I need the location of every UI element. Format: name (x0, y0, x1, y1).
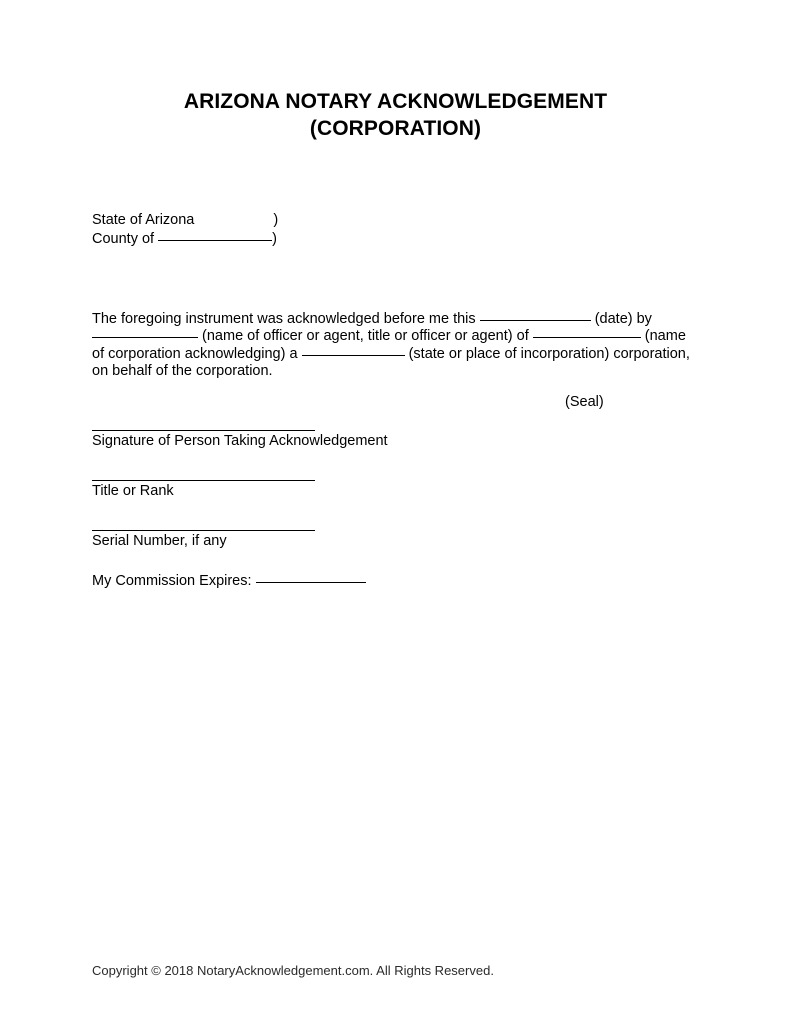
title-or-rank-label: Title or Rank (92, 483, 174, 500)
serial-number-label: Serial Number, if any (92, 532, 227, 549)
copyright-footer: Copyright © 2018 NotaryAcknowledgement.com. All Rights Reserved. (92, 963, 494, 978)
commission-expires-label: My Commission Expires: (92, 573, 256, 590)
acknowledgement-paragraph (92, 311, 692, 381)
body-segment-3: (name of officer or agent, title or officer or agent) of (198, 328, 533, 345)
officer-name-blank-field[interactable] (92, 337, 198, 338)
date-blank-field[interactable] (480, 320, 591, 321)
commission-expires-blank-field[interactable] (256, 582, 366, 583)
venue-county-label: County of (92, 231, 159, 247)
page-title (0, 88, 791, 142)
county-blank-field[interactable] (158, 240, 272, 241)
venue-block (92, 211, 278, 249)
body-segment-4: (name of corporation acknowledging) a (92, 328, 690, 362)
body-segment-2: (date) by (590, 311, 656, 327)
body-segment-5: (state or place of incorporation) corporation, on behalf of the corporation. (92, 345, 694, 380)
title-field-group (92, 480, 392, 500)
venue-county-row (92, 230, 278, 249)
venue-state-label: State of Arizona (92, 212, 195, 228)
signature-block (92, 430, 392, 589)
signature-field-group (92, 430, 392, 450)
title-line-primary: ARIZONA NOTARY ACKNOWLEDGEMENT (183, 90, 608, 113)
venue-state-row (92, 211, 278, 230)
corporation-name-blank-field[interactable] (533, 337, 641, 338)
body-segment-1: The foregoing instrument was acknowledged before me this (92, 311, 480, 327)
serial-field-group (92, 530, 392, 550)
signature-label: Signature of Person Taking Acknowledgement (92, 433, 388, 449)
seal-label: (Seal) (565, 394, 604, 410)
venue-county-paren: ) (272, 231, 277, 247)
title-line-secondary: (CORPORATION) (309, 117, 482, 140)
commission-expires-row (92, 573, 392, 589)
venue-state-paren: ) (273, 212, 279, 228)
state-of-incorporation-blank-field[interactable] (302, 355, 405, 356)
